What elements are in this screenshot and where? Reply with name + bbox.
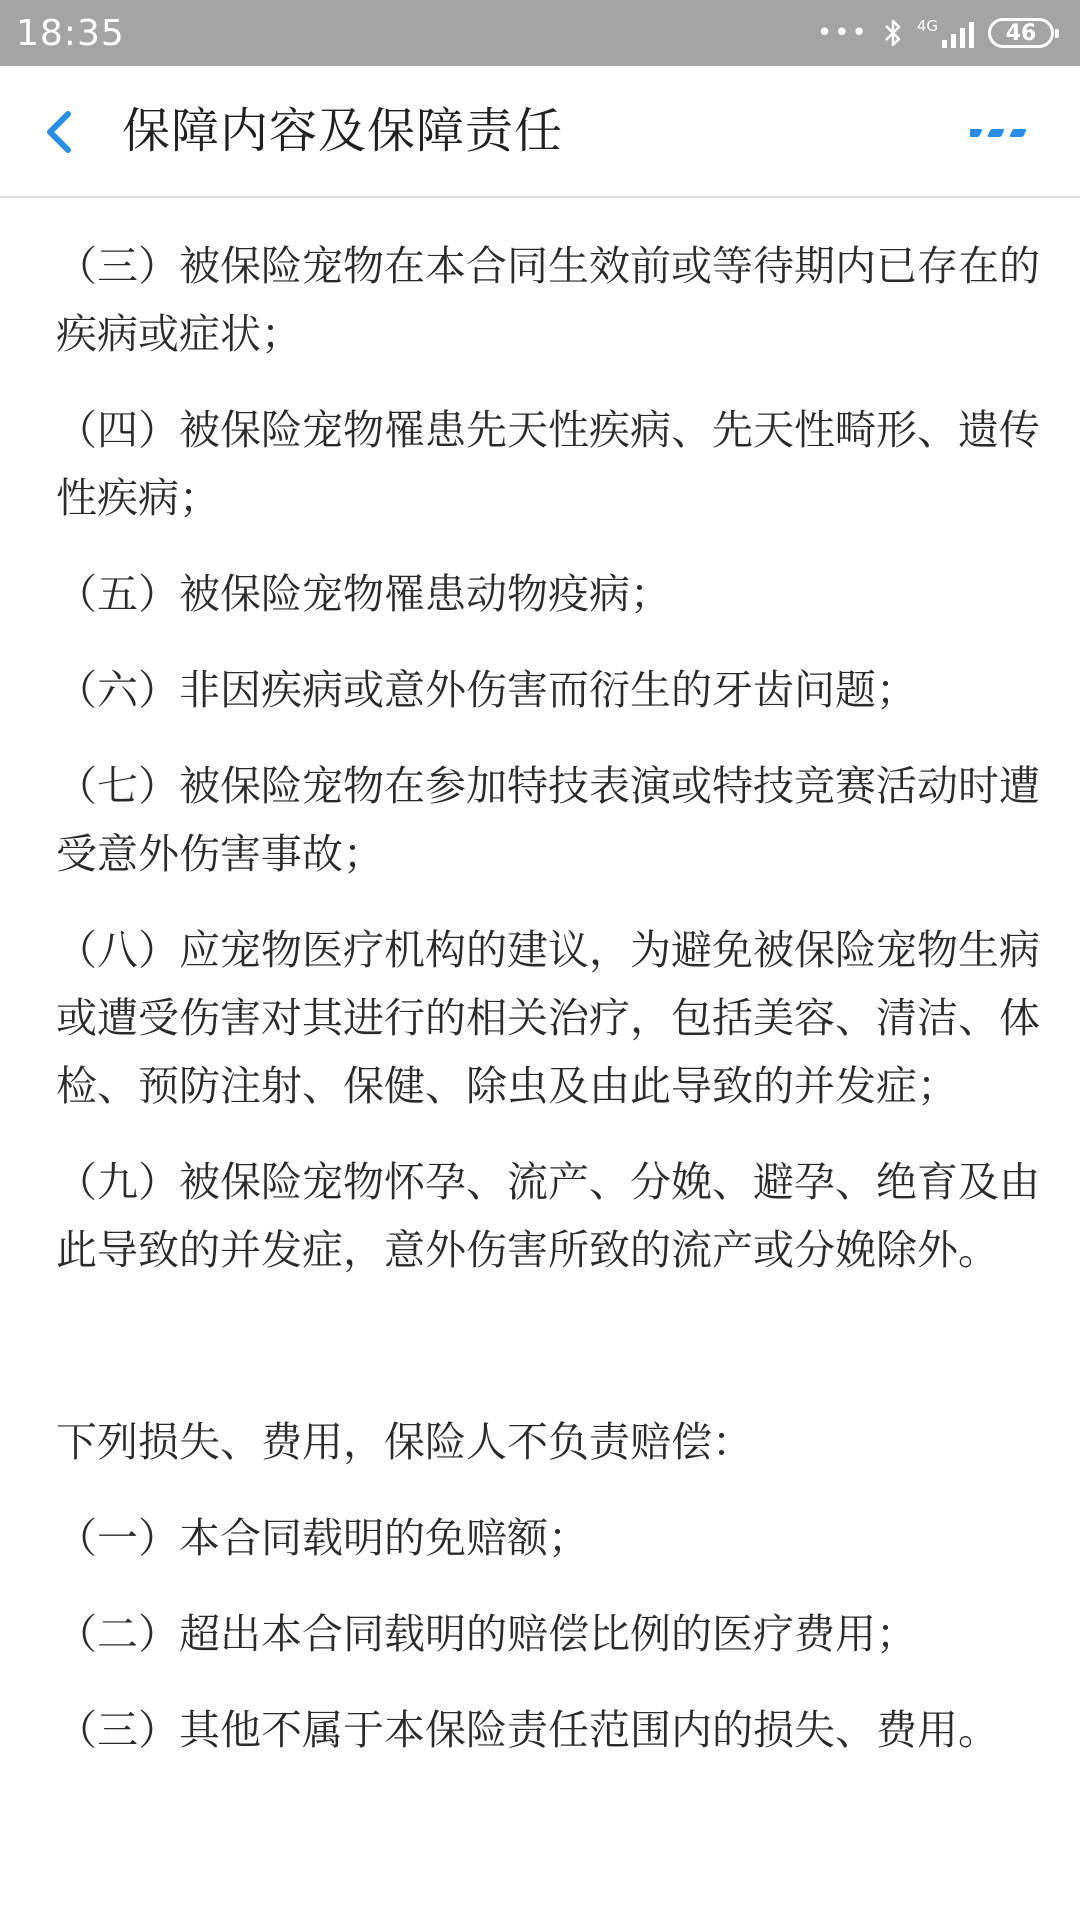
signal-icon: [916, 16, 974, 48]
signal-bars: [942, 20, 974, 48]
clause-paragraph: （九）被保险宠物怀孕、流产、分娩、避孕、绝育及由此导致的并发症，意外伤害所致的流产或分娩除外。: [56, 1158, 1040, 1274]
clause-paragraph: （五）被保险宠物罹患动物疫病；: [56, 570, 671, 618]
chevron-left-icon: [36, 102, 86, 162]
clause-paragraph: （三）被保险宠物在本合同生效前或等待期内已存在的疾病或症状；: [56, 242, 1040, 358]
more-dots-icon: •••: [816, 18, 869, 48]
clause-paragraph: （二）超出本合同载明的赔偿比例的医疗费用；: [56, 1610, 917, 1658]
bluetooth-icon: [883, 17, 903, 49]
clause-paragraph: （三）其他不属于本保险责任范围内的损失、费用。: [56, 1706, 999, 1754]
clause-paragraph: （七）被保险宠物在参加特技表演或特技竞赛活动时遭受意外伤害事故；: [56, 762, 1040, 878]
more-button[interactable]: [970, 122, 1034, 146]
more-icon: [970, 122, 1034, 146]
clause-paragraph: （一）本合同载明的免赔额；: [56, 1514, 589, 1562]
battery-icon: [988, 18, 1054, 48]
network-type: 4G: [916, 16, 938, 35]
back-button[interactable]: [36, 102, 86, 162]
status-icons: [817, 17, 1054, 49]
status-bar: [0, 0, 1080, 66]
exclusion-heading: 下列损失、费用，保险人不负责赔偿：: [56, 1418, 753, 1466]
page-title: 保障内容及保障责任: [122, 103, 564, 159]
status-time: 18:35: [16, 12, 125, 54]
clause-paragraph: （八）应宠物医疗机构的建议，为避免被保险宠物生病或遭受伤害对其进行的相关治疗，包括美容、清洁、体检、预防注射、保健、除虫及由此导致的并发症；: [56, 926, 1040, 1110]
clause-paragraph: （六）非因疾病或意外伤害而衍生的牙齿问题；: [56, 666, 917, 714]
battery-level: 46: [1005, 20, 1037, 46]
clause-content: [56, 232, 1046, 1792]
app-header: [0, 66, 1080, 198]
clause-paragraph: （四）被保险宠物罹患先天性疾病、先天性畸形、遗传性疾病；: [56, 406, 1040, 522]
